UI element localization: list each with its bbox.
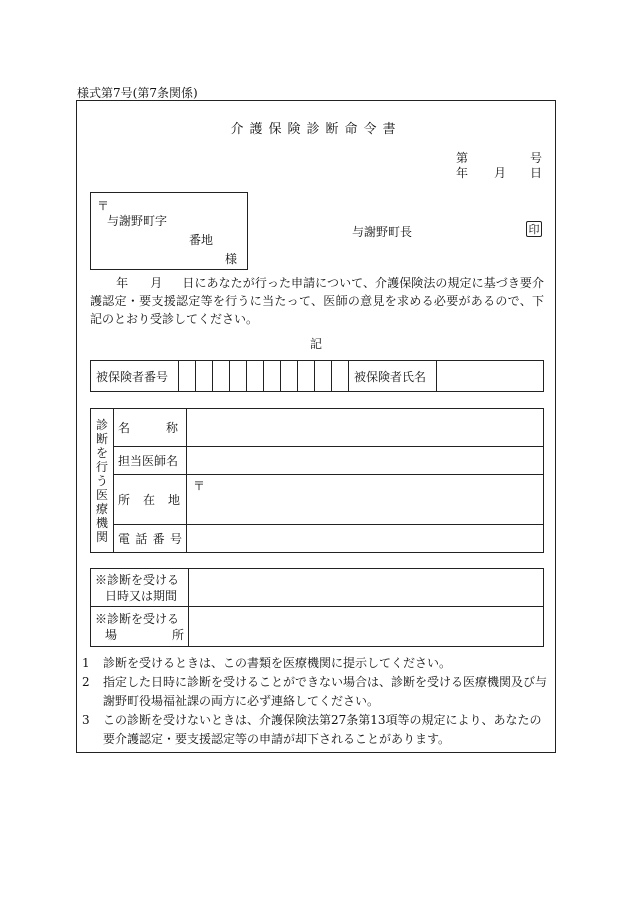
insured-digit-cell	[298, 361, 315, 392]
address-town: 与謝野町字	[107, 214, 168, 228]
address-value	[187, 475, 544, 525]
body-text: 日にあなたが行った申請について、介護保険法の規定に基づき要介護認定・要支援認定等を行うに当たって、医師の意見を求める必要があるので、下記のとおり受診してください。	[90, 276, 544, 326]
insured-digit-cell	[213, 361, 230, 392]
insured-number-label: 被保険者番号	[91, 361, 179, 392]
insured-name-value	[437, 361, 544, 392]
phone-value	[187, 525, 544, 553]
doc-number-go: 号	[529, 151, 542, 165]
note-item: 3 この診断を受けないときは、介護保険法第27条第13項等の規定により、あなたの要介護認定・要支援認定等の申請が却下されることがあります。	[82, 713, 542, 746]
insured-digit-cell	[264, 361, 281, 392]
address-box	[90, 192, 248, 270]
institution-name-label: 名 称	[114, 409, 187, 447]
doc-number-dai: 第	[456, 151, 469, 165]
insured-name-label: 被保険者氏名	[349, 361, 437, 392]
institution-name-value	[187, 409, 544, 447]
ki-heading: 記	[309, 337, 322, 351]
insured-digit-cell	[247, 361, 264, 392]
postal-mark: 〒	[97, 199, 110, 213]
insured-digit-cell	[281, 361, 298, 392]
institution-table	[90, 408, 544, 553]
note-item: 2 指定した日時に診断を受けることができない場合は、診断を受ける医療機関及び与謝野町役場福祉課の両方に必ず連絡してください。	[82, 675, 548, 708]
insured-digit-cell	[196, 361, 213, 392]
notes-list	[80, 654, 548, 749]
insured-digit-cell	[332, 361, 349, 392]
date-year: 年	[456, 166, 469, 180]
doctor-name-value	[187, 447, 544, 475]
insured-digit-cell	[315, 361, 332, 392]
document-title: 介護保険診断命令書	[230, 122, 402, 137]
insured-digit-cell	[179, 361, 196, 392]
address-sama: 様	[225, 252, 238, 266]
address-banchi: 番地	[189, 233, 214, 247]
address-label: 所 在 地	[114, 475, 187, 525]
phone-label: 電 話 番 号	[114, 525, 187, 553]
seal-mark: 印	[526, 221, 542, 237]
doctor-name-label: 担当医師名	[114, 447, 187, 475]
body-year: 年	[116, 276, 129, 290]
exam-place-value	[189, 607, 544, 647]
exam-place-label: ※診断を受ける 場 所	[91, 607, 189, 647]
date-day: 日	[529, 166, 542, 180]
body-paragraph	[90, 274, 544, 328]
exam-datetime-value	[189, 569, 544, 607]
insured-table	[90, 360, 544, 392]
exam-table	[90, 568, 544, 647]
form-number: 様式第7号(第7条関係)	[77, 86, 198, 100]
issuer-name: 与謝野町長	[352, 225, 413, 239]
date-month: 月	[494, 166, 507, 180]
note-item: 1 診断を受けるときは、この書類を医療機関に提示してください。	[82, 656, 452, 670]
body-month: 月	[150, 276, 163, 290]
institution-postal-mark: 〒	[193, 479, 206, 493]
insured-digit-cell	[230, 361, 247, 392]
exam-datetime-label: ※診断を受ける 日時又は期間	[91, 569, 189, 607]
institution-side-label: 診 断 を 行 う 医 療 機 関	[91, 409, 114, 553]
